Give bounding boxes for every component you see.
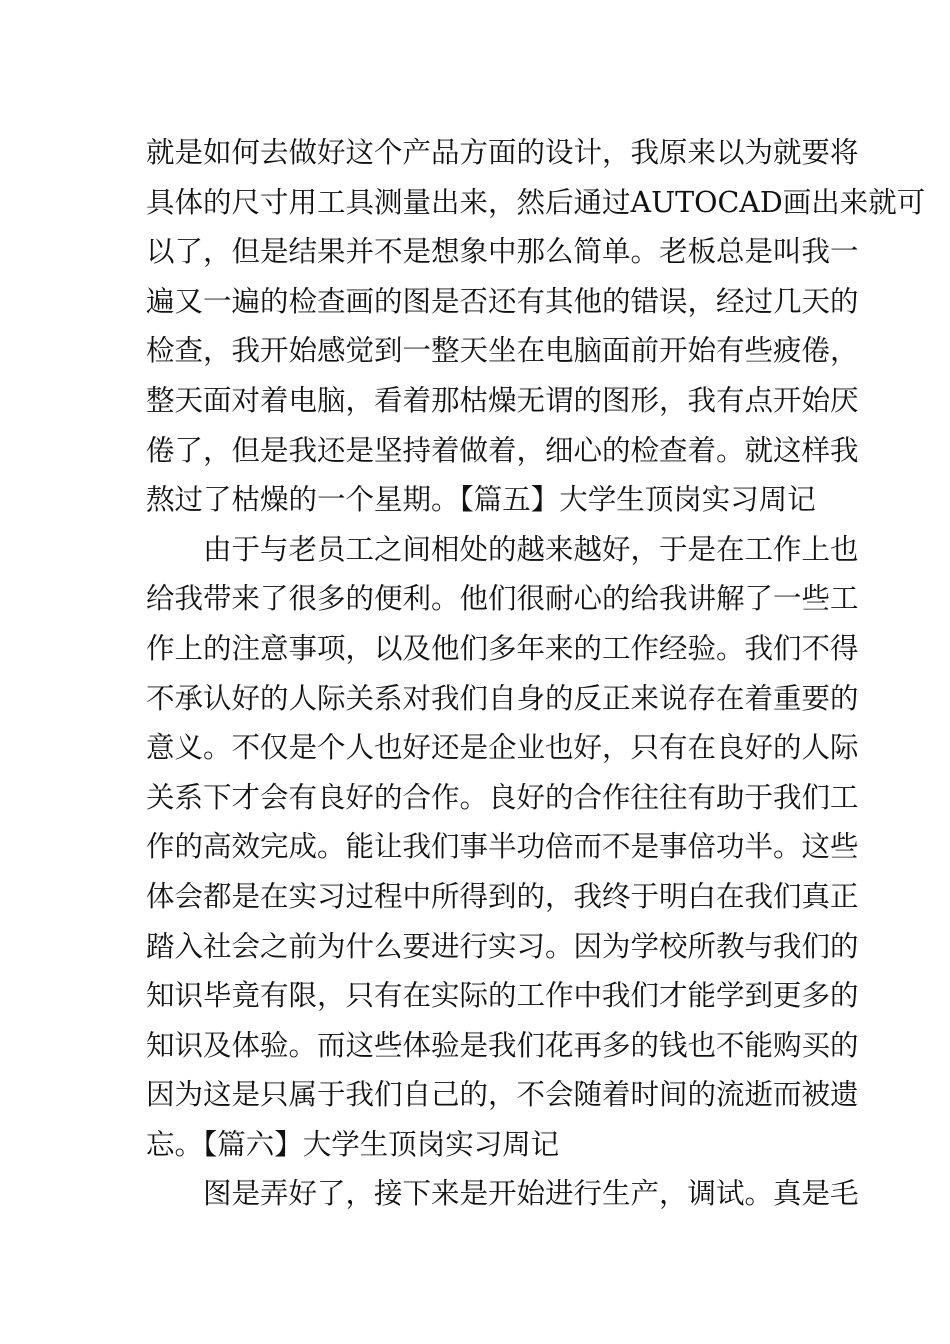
text-line-10: 给我带来了很多的便利。他们很耐心的给我讲解了一些工 (146, 582, 859, 616)
text-line-11: 作上的注意事项，以及他们多年来的工作经验。我们不得 (146, 631, 859, 665)
text-line-14: 关系下才会有良好的合作。良好的合作往往有助于我们工 (146, 780, 859, 814)
body-text (146, 128, 926, 1219)
text-line-3: 以了，但是结果并不是想象中那么简单。老板总是叫我一 (146, 235, 859, 269)
text-line-21: 忘。【篇六】大学生顶岗实习周记 (146, 1127, 560, 1161)
text-line-13: 意义。不仅是个人也好还是企业也好，只有在良好的人际 (146, 731, 859, 765)
text-line-2: 具体的尺寸用工具测量出来，然后通过AUTOCAD画出来就可 (146, 185, 926, 219)
text-line-16: 体会都是在实习过程中所得到的，我终于明白在我们真正 (146, 879, 859, 913)
text-line-1: 就是如何去做好这个产品方面的设计，我原来以为就要将 (146, 136, 859, 169)
text-line-17: 踏入社会之前为什么要进行实习。因为学校所教与我们的 (146, 929, 859, 963)
text-line-15: 作的高效完成。能让我们事半功倍而不是事倍功半。这些 (146, 830, 859, 864)
text-line-12: 不承认好的人际关系对我们自身的反正来说存在着重要的 (146, 681, 859, 715)
text-line-7: 倦了，但是我还是坚持着做着，细心的检查着。就这样我 (146, 433, 859, 467)
text-line-20: 因为这是只属于我们自己的，不会随着时间的流逝而被遗 (146, 1078, 859, 1112)
text-line-4: 遍又一遍的检查画的图是否还有其他的错误，经过几天的 (146, 284, 859, 318)
text-line-5: 检查，我开始感觉到一整天坐在电脑面前开始有些疲倦， (146, 334, 859, 368)
text-line-19: 知识及体验。而这些体验是我们花再多的钱也不能购买的 (146, 1028, 859, 1062)
text-line-8: 熬过了枯燥的一个星期。【篇五】大学生顶岗实习周记 (146, 483, 816, 517)
text-line-9: 由于与老员工之间相处的越来越好，于是在工作上也 (203, 532, 859, 566)
text-line-6: 整天面对着电脑，看着那枯燥无谓的图形，我有点开始厌 (146, 383, 859, 417)
text-line-18: 知识毕竟有限，只有在实际的工作中我们才能学到更多的 (146, 979, 859, 1013)
text-line-22: 图是弄好了，接下来是开始进行生产，调试。真是毛 (203, 1177, 859, 1211)
